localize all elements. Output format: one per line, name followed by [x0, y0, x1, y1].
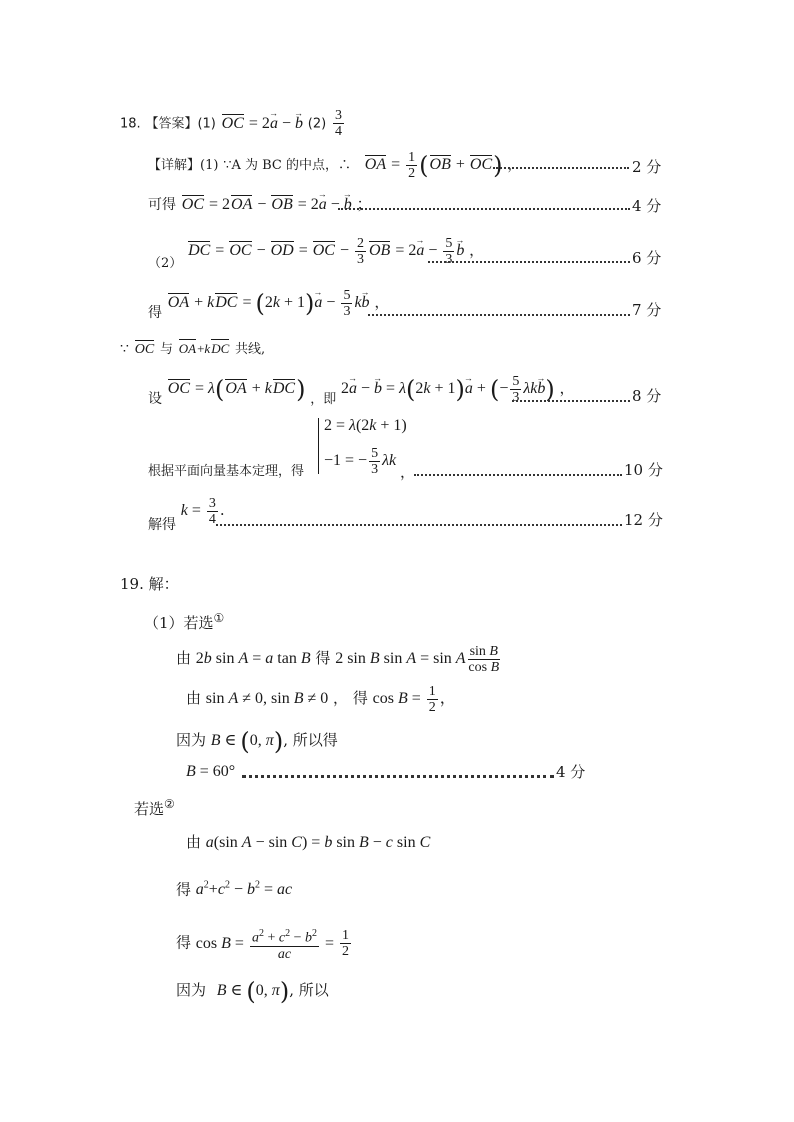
q18-eq-k: k = $\frac{3}{4}$ — [180, 496, 216, 527]
q18-line3 — [148, 194, 372, 215]
you-label: 由 — [176, 649, 192, 668]
score-12: 12 分 — [624, 511, 663, 529]
q18-eq-oa: OA = $\frac{1}{2}$ (OB + OC) — [364, 150, 503, 181]
and-label: 与 — [159, 342, 173, 357]
q18-detail-line — [148, 150, 522, 181]
leader-dots — [368, 314, 630, 316]
score-4: 4 分 — [632, 197, 662, 215]
vec-oa-kdc: OA+kDC — [178, 341, 230, 356]
system-eq-2: −1 = − $\frac{5}{3}$ λk — [324, 446, 397, 477]
q19-step5 — [176, 876, 292, 900]
q18-number: 18. — [120, 116, 141, 132]
q19-step6 — [176, 926, 353, 962]
period: . — [219, 501, 225, 520]
comma: ， — [469, 241, 485, 260]
q18-eq-lambda: OC = λ(OA + kDC) — [167, 375, 306, 404]
leader-dots — [512, 400, 630, 402]
q18-eq-oc: OC = 2OA − OB = 2→ a − → b — [181, 196, 352, 213]
q19-part1 — [144, 608, 224, 633]
because-label: 因为 — [176, 731, 207, 749]
de-label: 得 — [148, 305, 162, 322]
q18-detail-label: 【详解】(1) — [148, 158, 219, 174]
q19-choose2 — [134, 794, 175, 819]
q18-answer-2: $\frac{3}{4}$ — [334, 108, 342, 139]
q18-answer-line — [120, 108, 346, 139]
can-get-label: 可得 — [148, 197, 176, 213]
semicolon: ； — [356, 195, 372, 213]
suoyi-label: , 所以 — [289, 981, 329, 999]
q19-eq-b60: B = 60° — [186, 763, 236, 780]
comma: ， — [559, 379, 575, 398]
comma: ， — [333, 689, 349, 708]
because-symbol: ∵ — [120, 341, 129, 357]
de-label: 得 — [315, 649, 331, 668]
vec-oc: OC — [134, 342, 155, 357]
q19-eq-2: 2 sin B sin A = sin A $\frac{\text{sin B}}{\text{cos B}}$ — [335, 644, 500, 675]
you-label: 由 — [186, 833, 202, 851]
system-brace — [318, 418, 319, 474]
you-label: 由 — [186, 689, 202, 708]
q19-step3 — [176, 727, 338, 756]
collinear-label: 共线, — [235, 342, 266, 357]
q18-eq-sum: OA + kDC = (2k + 1)→ a − $\frac{5}{3}$ k→ b — [167, 294, 370, 311]
set-label: 设 — [148, 391, 162, 408]
q18-lambda-line — [148, 374, 575, 408]
part2-label: （2） — [148, 256, 183, 272]
score-8: 8 分 — [632, 387, 662, 405]
q18-collinear-line — [120, 338, 265, 360]
comma: ， — [374, 293, 390, 312]
q18-eq-dc: DC = OC − OD = OC − $\frac{2}{3}$ OB = 2→ a − $\frac{5}{3}$ → b — [187, 242, 464, 259]
q19-step2 — [186, 684, 456, 715]
q19-eq-8: cos B = $\frac{a^2 + c^2 - b^2}{ac}$ = $\frac{1}{2}$ — [195, 928, 349, 962]
q19-eq-3: sin A ≠ 0, sin B ≠ 0 — [205, 690, 329, 708]
circle-2: ② — [164, 797, 175, 811]
score-10: 10 分 — [624, 461, 663, 479]
suoyide-label: , 所以得 — [283, 731, 338, 749]
q18-solve-line — [148, 496, 225, 534]
de-label: 得 — [176, 933, 192, 952]
q18-because-a: ∵A 为 BC 的中点，∴ — [223, 158, 352, 174]
ji-label: ，即 — [310, 392, 337, 408]
q18-eq-expand: 2→ a − → b = λ(2k + 1)→ a + (− $\frac{5}{3}$ λk→ b) — [341, 380, 555, 397]
q18-answer-1: OC = 2→ a − → b — [221, 115, 303, 132]
because-label: 因为 — [176, 981, 207, 999]
q19-eq-5: B ∈ (0, π) — [210, 727, 284, 756]
circle-1: ① — [213, 611, 225, 625]
q18-line5 — [148, 288, 390, 322]
leader-dots — [242, 775, 554, 778]
q19-eq-6: a(sin A − sin C) = b sin B − c sin C — [205, 834, 431, 851]
q19-eq-7: $a^2+c^2 - b^2$ = ac — [195, 880, 293, 899]
system-eq-1: 2 = λ(2k + 1) — [324, 417, 407, 434]
q19-eq-1: 2b sin A = a tan B — [195, 650, 311, 668]
leader-dots — [216, 524, 622, 526]
q19-step1 — [176, 644, 502, 675]
q19-step7 — [176, 977, 329, 1006]
q19-title: 19. 解： — [120, 575, 179, 593]
comma: ， — [507, 155, 523, 174]
ruoxuan-label: 若选 — [134, 800, 165, 818]
q19-step4 — [186, 832, 430, 853]
q19-eq-9: B ∈ (0, π) — [216, 977, 290, 1006]
q18-answer-label: 【答案】(1) — [145, 116, 216, 132]
score-4b: 4 分 — [556, 763, 586, 781]
q18-theorem-label: 根据平面向量基本定理，得 — [148, 464, 305, 479]
leader-dots — [428, 261, 630, 263]
de-label: 得 — [176, 880, 192, 899]
score-7: 7 分 — [632, 301, 662, 319]
q18-answer-part2: (2) — [307, 116, 327, 132]
score-2: 2 分 — [632, 158, 662, 176]
leader-dots — [338, 208, 630, 210]
leader-dots — [493, 167, 629, 169]
part1-label: （1）若选 — [144, 614, 214, 632]
q19-eq-4: cos B = $\frac{1}{2}$ ， — [372, 684, 456, 715]
solve-label: 解得 — [148, 517, 176, 534]
score-6: 6 分 — [632, 249, 662, 267]
comma: ， — [400, 463, 416, 481]
leader-dots — [414, 474, 622, 476]
de-label: 得 — [352, 689, 368, 708]
